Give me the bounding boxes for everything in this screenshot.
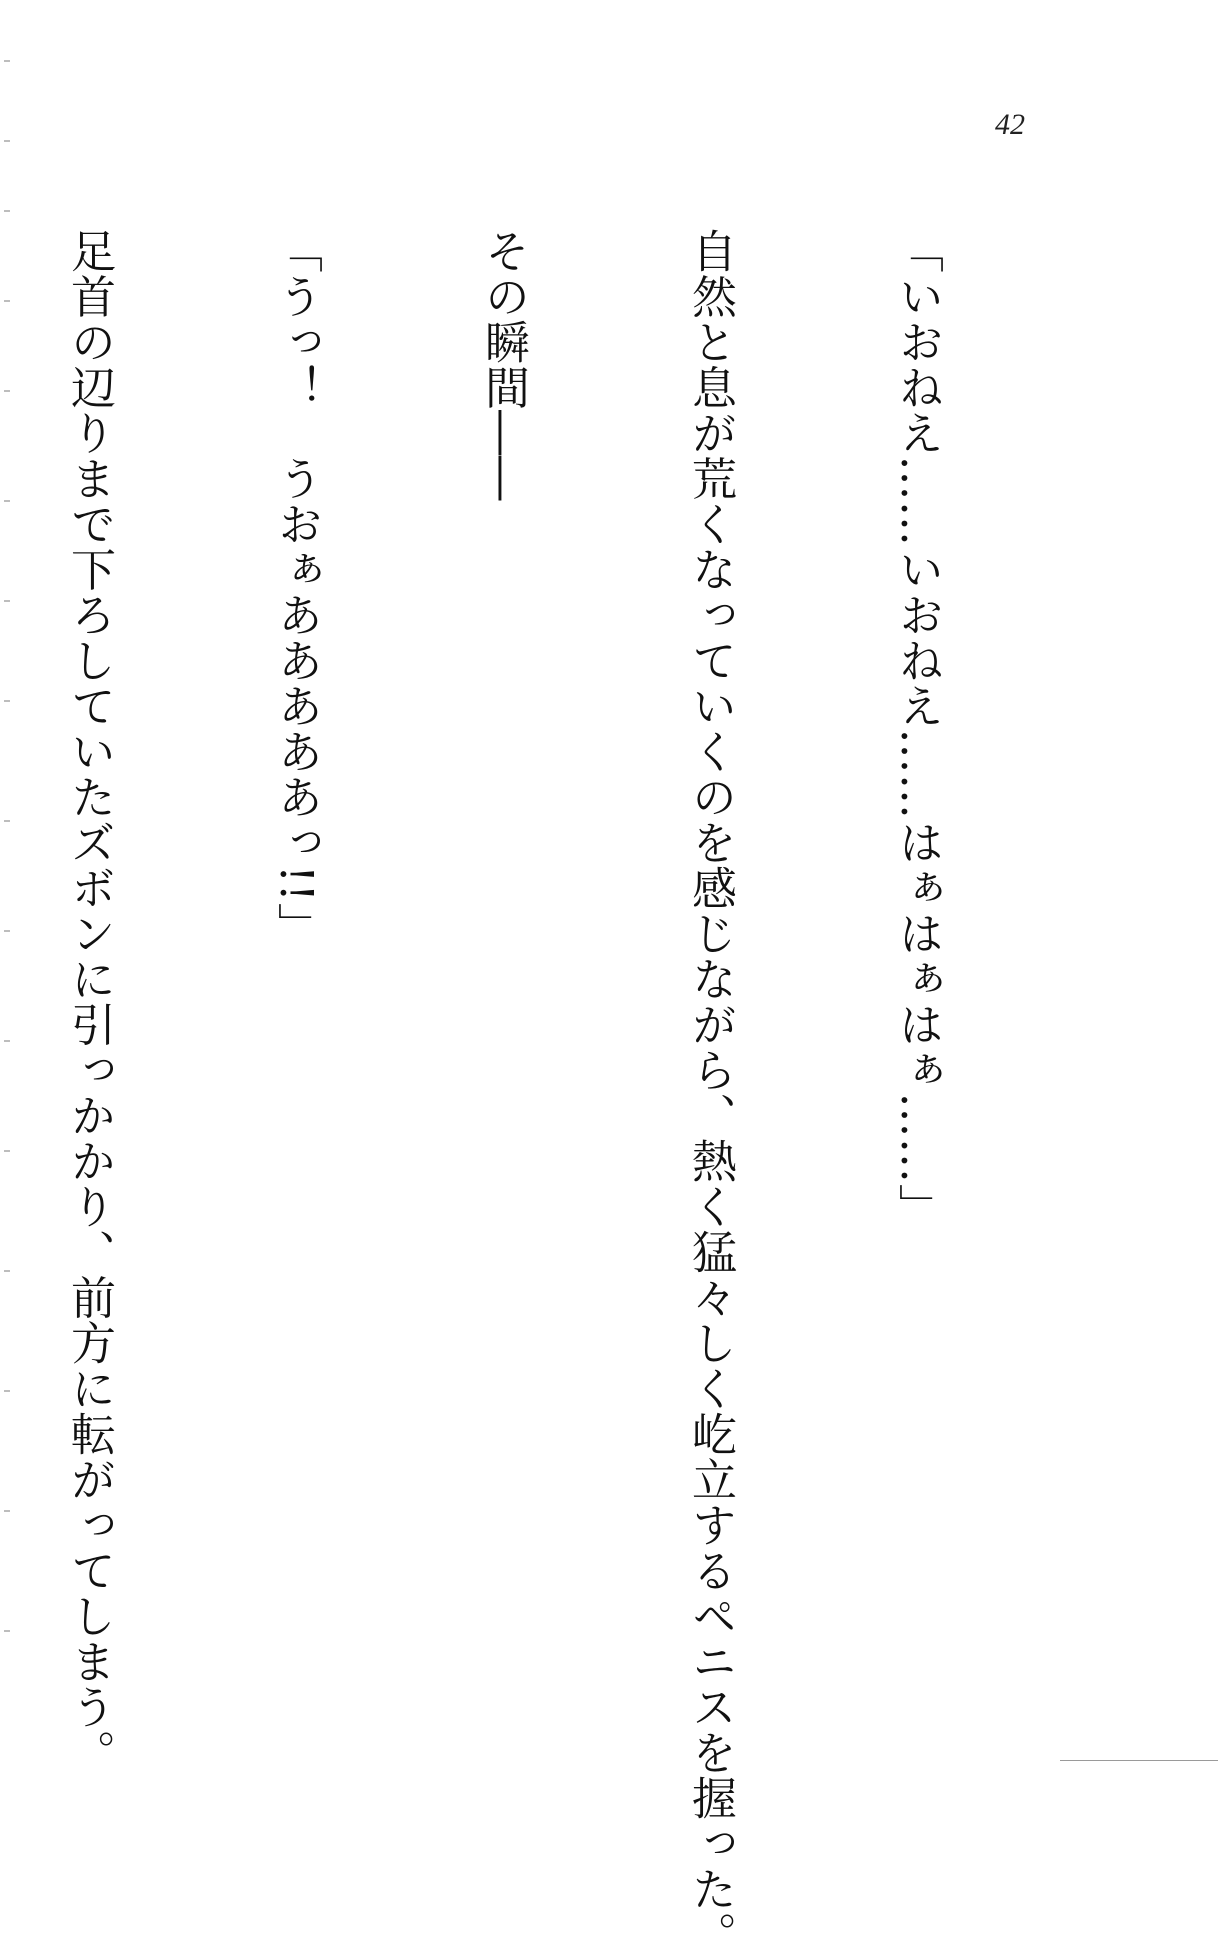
- page-number: 42: [995, 108, 1025, 141]
- scan-mark: [4, 1630, 10, 1632]
- page-edge-line: [1060, 1760, 1218, 1761]
- text-line: 足首の辺りまで下ろしていたズボンに引っかかり、前方に転がってしまう。: [63, 228, 116, 1775]
- text-line: 「いおねえ……いおねえ……はぁはぁはぁ……」: [891, 228, 944, 1229]
- vertical-text-block: [0, 228, 1090, 1957]
- text-line: 「うっ！ うおぁあああああっ!!」: [270, 228, 323, 948]
- scan-mark: [4, 140, 10, 142]
- text-line: 自然と息が荒くなっていくのを感じながら、熱く猛々しく屹立するペニスを握った。: [684, 228, 737, 1957]
- scan-mark: [4, 60, 10, 62]
- scan-mark: [4, 210, 10, 212]
- text-line: その瞬間――: [477, 228, 530, 501]
